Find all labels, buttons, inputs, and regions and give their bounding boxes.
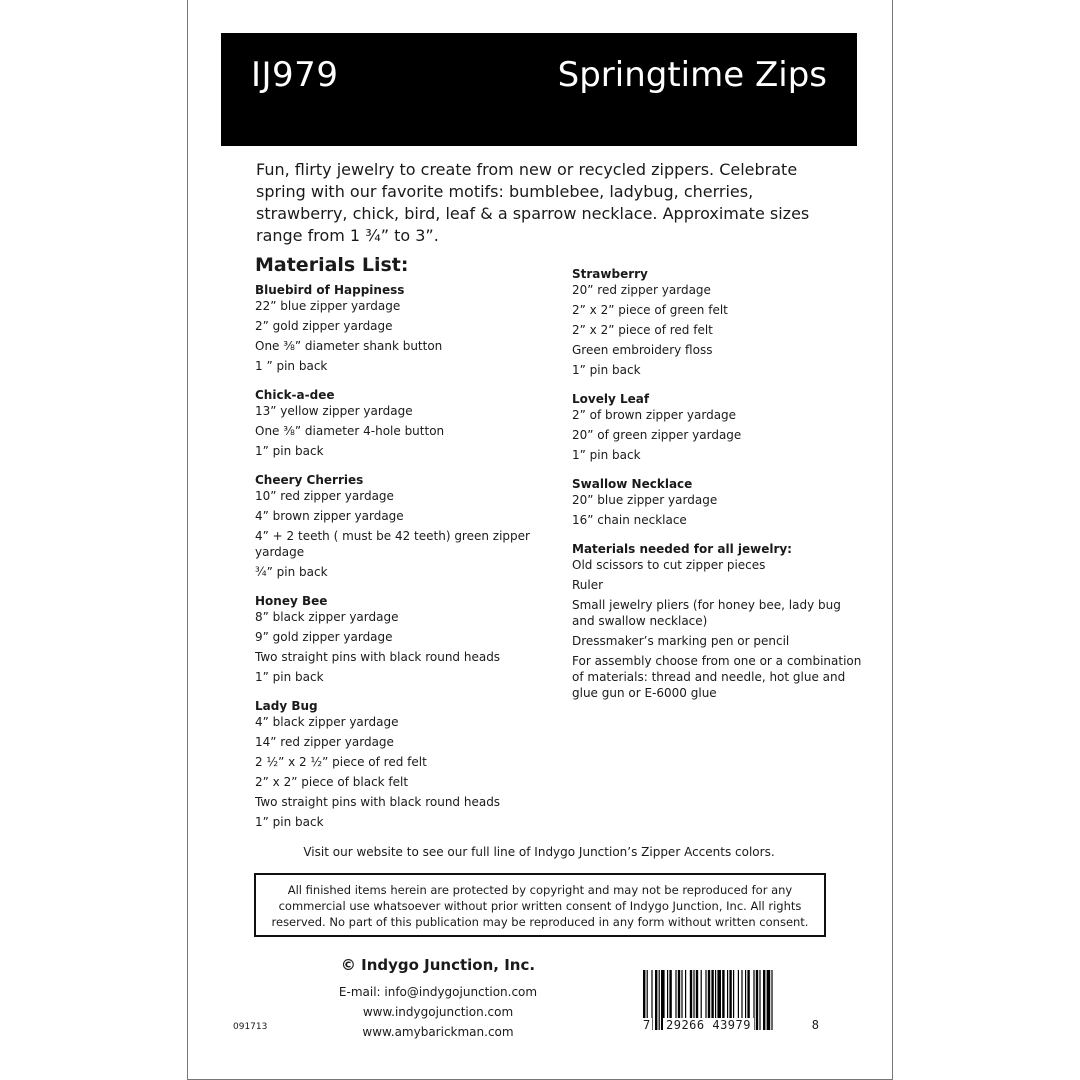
material-item: 4” + 2 teeth ( must be 42 teeth) green zipper yardage bbox=[255, 529, 530, 559]
section-title: Swallow Necklace bbox=[572, 477, 693, 491]
material-item: 9” gold zipper yardage bbox=[255, 630, 393, 644]
header-band bbox=[221, 33, 857, 146]
website-note: Visit our website to see our full line of Indygo Junction’s Zipper Accents colors. bbox=[303, 845, 775, 859]
material-item: 2” x 2” piece of green felt bbox=[572, 303, 728, 317]
material-item: 16” chain necklace bbox=[572, 513, 687, 527]
materials-section bbox=[255, 698, 555, 830]
barcode-bar bbox=[763, 970, 765, 1030]
section-title: Honey Bee bbox=[255, 594, 328, 608]
publisher-company: © Indygo Junction, Inc. bbox=[340, 956, 536, 974]
barcode-bar bbox=[767, 970, 771, 1030]
material-item: 20” of green zipper yardage bbox=[572, 428, 742, 442]
material-item: Old scissors to cut zipper pieces bbox=[572, 558, 766, 572]
section-title: Lovely Leaf bbox=[572, 392, 650, 406]
barcode-digit-last: 8 bbox=[811, 1018, 819, 1032]
material-item: 2” x 2” piece of black felt bbox=[255, 775, 409, 789]
material-item: 14” red zipper yardage bbox=[255, 735, 394, 749]
publisher-website-2: www.amybarickman.com bbox=[362, 1025, 514, 1039]
intro-text: Fun, flirty jewelry to create from new or recycled zippers. Celebrate spring with our favorite motifs: bumblebee, ladybug, cherries, strawberry, chick, bird, leaf & a sparrow necklace. Approximate sizes range from 1 ¾” to 3”. bbox=[256, 160, 810, 245]
materials-left-column bbox=[255, 250, 555, 843]
materials-section bbox=[255, 593, 555, 685]
pattern-code: IJ979 bbox=[251, 55, 339, 95]
material-item: 8” black zipper yardage bbox=[255, 610, 399, 624]
pattern-title: Springtime Zips bbox=[557, 55, 827, 95]
material-item: 20” blue zipper yardage bbox=[572, 493, 718, 507]
section-title: Chick-a-dee bbox=[255, 388, 335, 402]
material-item: Dressmaker’s marking pen or pencil bbox=[572, 634, 790, 648]
material-item: 20” red zipper yardage bbox=[572, 283, 711, 297]
materials-section bbox=[572, 266, 862, 378]
section-title: Bluebird of Happiness bbox=[255, 283, 405, 297]
barcode-digits-middle: 29266 43979 bbox=[663, 1018, 754, 1032]
materials-section bbox=[255, 387, 555, 459]
material-item: 4” black zipper yardage bbox=[255, 715, 399, 729]
material-item: ¾” pin back bbox=[255, 565, 328, 579]
publisher-email: E-mail: info@indygojunction.com bbox=[338, 985, 538, 999]
material-item: 1 ” pin back bbox=[255, 359, 328, 373]
barcode-digit-first: 7 bbox=[643, 1018, 651, 1032]
material-item: Green embroidery floss bbox=[572, 343, 713, 357]
material-item: 1” pin back bbox=[572, 448, 641, 462]
material-item: Two straight pins with black round heads bbox=[255, 650, 501, 664]
material-item: 1” pin back bbox=[255, 815, 324, 829]
publisher-website: www.indygojunction.com bbox=[362, 1005, 514, 1019]
barcode-bar bbox=[771, 970, 772, 1030]
material-item: 13” yellow zipper yardage bbox=[255, 404, 413, 418]
material-item: 4” brown zipper yardage bbox=[255, 509, 404, 523]
material-item: Small jewelry pliers (for honey bee, lady bug and swallow necklace) bbox=[572, 598, 841, 628]
material-item: One ⅜” diameter 4-hole button bbox=[255, 424, 445, 438]
material-item: 10” red zipper yardage bbox=[255, 489, 394, 503]
material-item: 2” x 2” piece of red felt bbox=[572, 323, 713, 337]
section-title: Strawberry bbox=[572, 267, 648, 281]
barcode-bar bbox=[659, 970, 660, 1030]
material-item: 1” pin back bbox=[572, 363, 641, 377]
section-title: Cheery Cherries bbox=[255, 473, 364, 487]
materials-section bbox=[255, 472, 555, 580]
material-item: 2” gold zipper yardage bbox=[255, 319, 393, 333]
materials-section bbox=[572, 391, 862, 463]
barcode-bar bbox=[756, 970, 758, 1030]
materials-section bbox=[255, 282, 555, 374]
section-title: Materials needed for all jewelry: bbox=[572, 542, 792, 556]
materials-heading: Materials List: bbox=[255, 254, 409, 276]
material-item: Ruler bbox=[572, 578, 604, 592]
section-title: Lady Bug bbox=[255, 699, 318, 713]
copyright-notice: All finished items herein are protected by copyright and may not be reproduced for any commercial use whatsoever without prior written consent of Indygo Junction, Inc. All rights reserved. No part of this publication may be reproduced in any form without written consent. bbox=[254, 873, 826, 937]
materials-right-column bbox=[572, 250, 862, 714]
material-item: One ⅜” diameter shank button bbox=[255, 339, 443, 353]
publisher-info bbox=[333, 956, 543, 1042]
material-item: 2” of brown zipper yardage bbox=[572, 408, 737, 422]
material-item: For assembly choose from one or a combination of materials: thread and needle, hot glue and glue gun or E-6000 glue bbox=[572, 654, 862, 700]
material-item: 1” pin back bbox=[255, 444, 324, 458]
material-item: Two straight pins with black round heads bbox=[255, 795, 501, 809]
materials-section bbox=[572, 476, 862, 528]
material-item: 22” blue zipper yardage bbox=[255, 299, 401, 313]
material-item: 2 ½” x 2 ½” piece of red felt bbox=[255, 755, 427, 769]
materials-section bbox=[572, 541, 862, 701]
material-item: 1” pin back bbox=[255, 670, 324, 684]
barcode-bar bbox=[759, 970, 760, 1030]
print-code: 091713 bbox=[233, 1022, 268, 1032]
barcode-bar bbox=[655, 970, 657, 1030]
